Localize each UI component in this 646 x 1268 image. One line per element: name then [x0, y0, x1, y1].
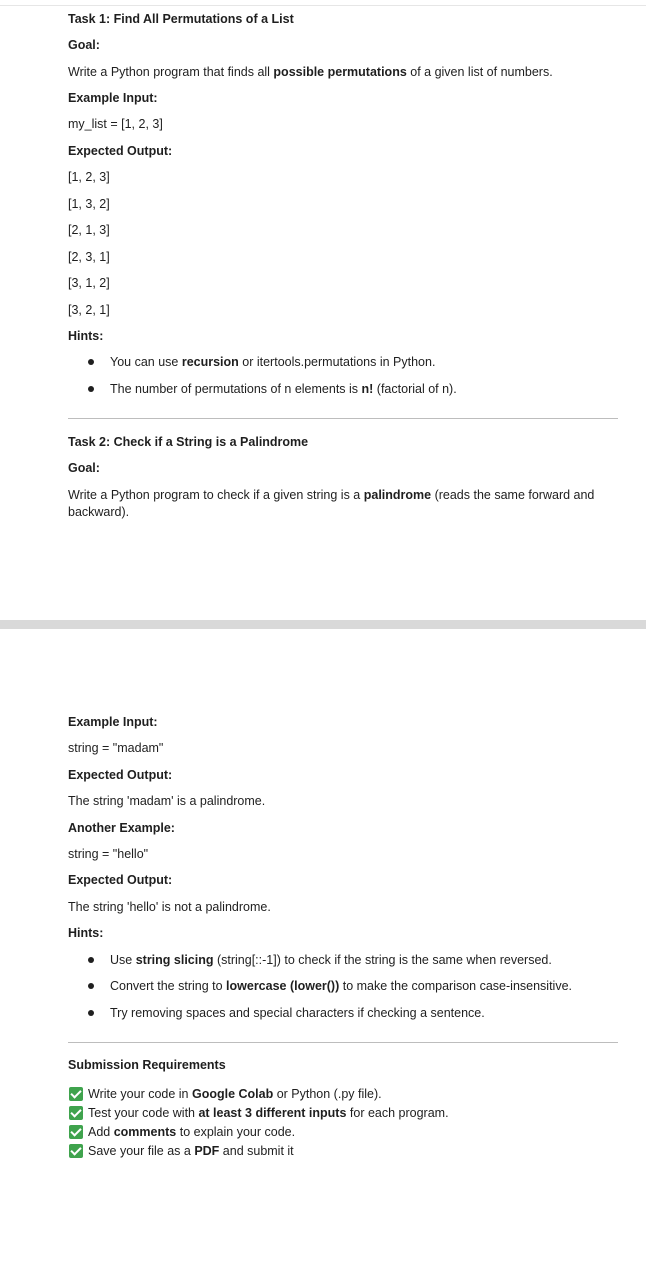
section-divider — [68, 418, 618, 419]
submission-item: Write your code in Google Colab or Python (.py file). — [88, 1087, 382, 1101]
task2-hint: Try removing spaces and special characters if checking a sentence. — [110, 1006, 485, 1020]
task1-goal-label: Goal: — [68, 38, 100, 52]
task2-expected-output: The string 'madam' is a palindrome. — [68, 794, 266, 808]
task2-expected-output2: The string 'hello' is not a palindrome. — [68, 900, 271, 914]
task1-example-input: my_list = [1, 2, 3] — [68, 117, 163, 131]
task2-example-input: string = "madam" — [68, 741, 164, 755]
page-break — [0, 620, 646, 629]
task1-output-line: [2, 3, 1] — [68, 250, 110, 264]
section-divider — [68, 1042, 618, 1043]
task2-another-example: string = "hello" — [68, 847, 149, 861]
task1-output-line: [2, 1, 3] — [68, 223, 110, 237]
task1-output-line: [3, 2, 1] — [68, 303, 110, 317]
task1-expected-output-label: Expected Output: — [68, 144, 173, 158]
task2-expected-output-label: Expected Output: — [68, 768, 173, 782]
task2-hint: Use string slicing (string[::-1]) to check if the string is the same when reversed. — [110, 953, 552, 967]
task1-hint: The number of permutations of n elements is n! (factorial of n). — [110, 382, 457, 396]
task2-title: Task 2: Check if a String is a Palindrome — [68, 435, 309, 449]
task2-goal-text: Write a Python program to check if a given string is a palindrome (reads the same forward and backward). — [68, 488, 595, 519]
checkbox-checked-icon — [69, 1106, 83, 1120]
page-top-border — [0, 5, 646, 6]
submission-item: Add comments to explain your code. — [88, 1125, 296, 1139]
task2-another-example-label: Another Example: — [68, 821, 175, 835]
checkbox-checked-icon — [69, 1087, 83, 1101]
submission-item: Save your file as a PDF and submit it — [88, 1144, 294, 1158]
task1-hint: You can use recursion or itertools.permutations in Python. — [110, 355, 436, 369]
checkbox-checked-icon — [69, 1144, 83, 1158]
task1-output-line: [1, 2, 3] — [68, 170, 110, 184]
task2-goal-label: Goal: — [68, 461, 100, 475]
task2-hint: Convert the string to lowercase (lower()) to make the comparison case-insensitive. — [110, 979, 573, 993]
task2-hints-label: Hints: — [68, 926, 104, 940]
bullet-icon — [88, 386, 94, 392]
task1-output-line: [3, 1, 2] — [68, 276, 110, 290]
task1-hints-label: Hints: — [68, 329, 104, 343]
checkbox-checked-icon — [69, 1125, 83, 1139]
bullet-icon — [88, 983, 94, 989]
task1-goal-text: Write a Python program that finds all possible permutations of a given list of numbers. — [68, 65, 553, 79]
bullet-icon — [88, 957, 94, 963]
bullet-icon — [88, 1010, 94, 1016]
submission-item: Test your code with at least 3 different inputs for each program. — [88, 1106, 449, 1120]
task2-example-input-label: Example Input: — [68, 715, 158, 729]
task1-title: Task 1: Find All Permutations of a List — [68, 12, 294, 26]
submission-title: Submission Requirements — [68, 1058, 226, 1072]
bullet-icon — [88, 359, 94, 365]
task1-example-input-label: Example Input: — [68, 91, 158, 105]
task1-output-line: [1, 3, 2] — [68, 197, 110, 211]
task2-expected-output2-label: Expected Output: — [68, 873, 173, 887]
